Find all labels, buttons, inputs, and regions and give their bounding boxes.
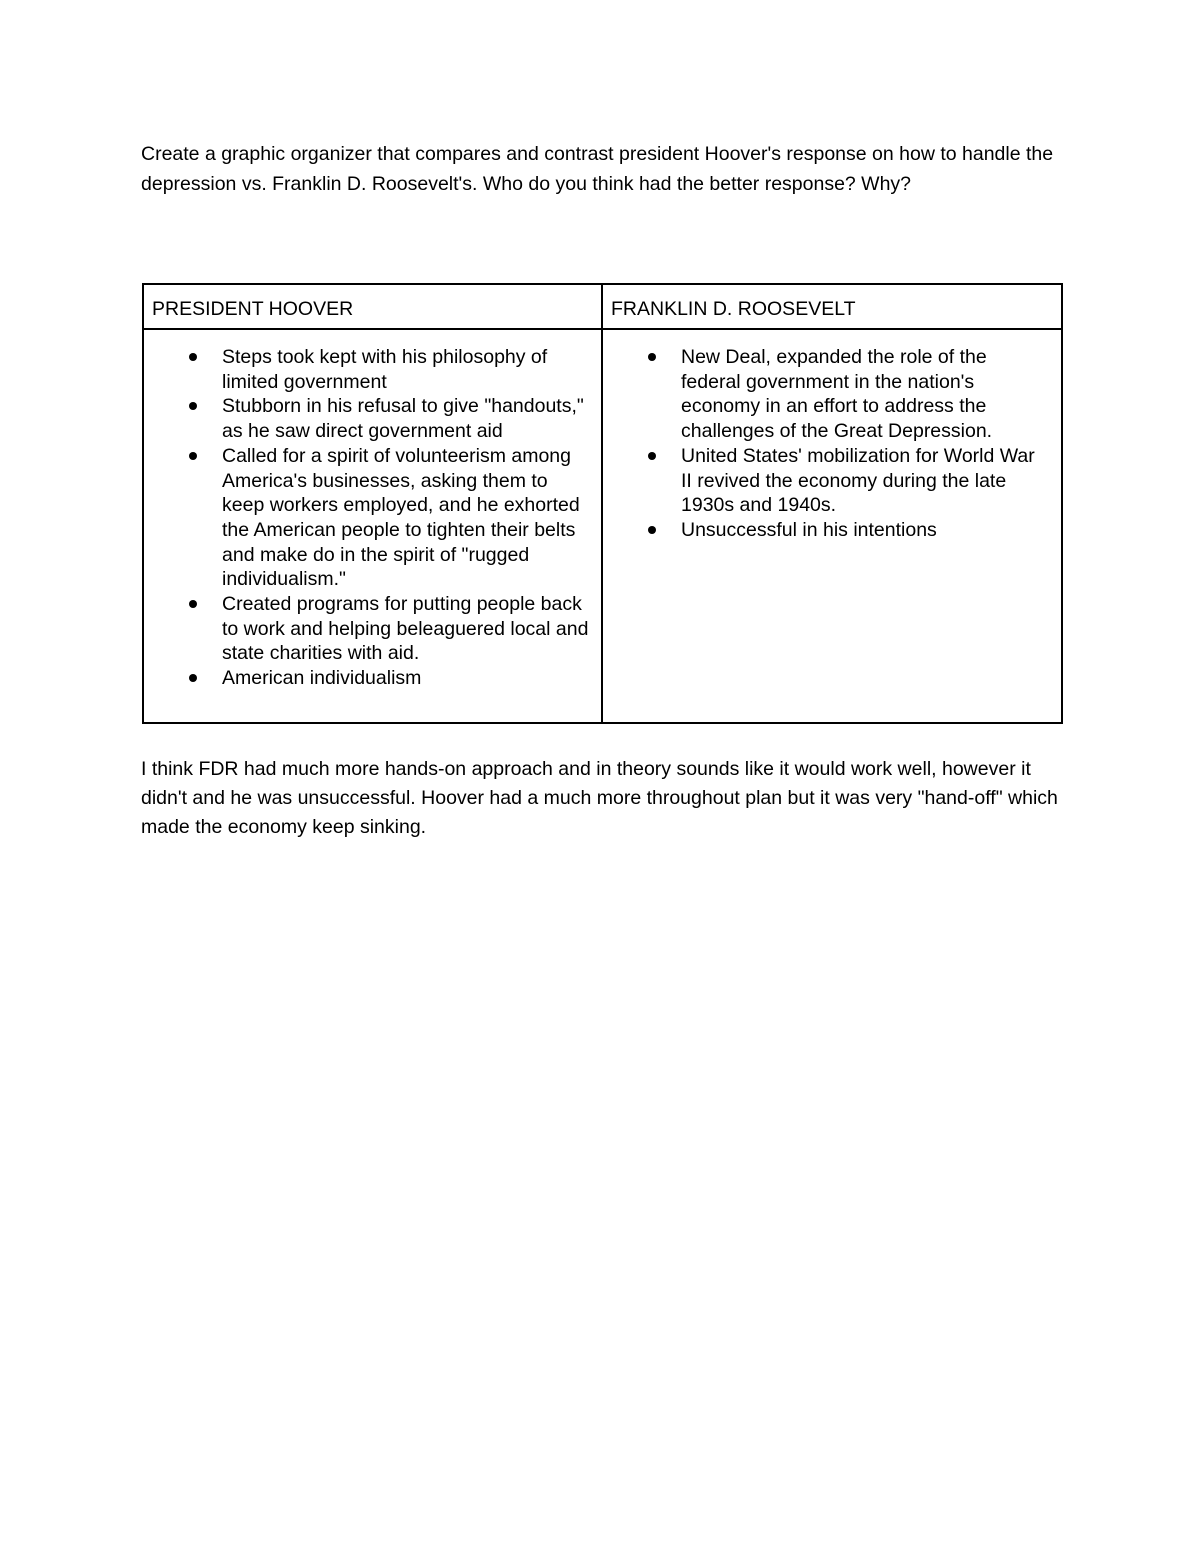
bullet-icon [189,600,197,608]
list-item [222,592,591,666]
bullet-icon [648,526,656,534]
bullet-icon [189,452,197,460]
header-franklin-roosevelt: FRANKLIN D. ROOSEVELT [602,284,1062,329]
list-item-text: United States' mobilization for World War II revived the economy during the late 1930s and 1940s. [681,444,1035,517]
bullet-icon [648,452,656,460]
list-item-text: Called for a spirit of volunteerism among America's businesses, asking them to keep workers employed, and he exhorted the American people to tighten their belts and make do in the spirit of "rugged individualism." [222,444,580,591]
list-item-text: New Deal, expanded the role of the federal government in the nation's economy in an effort to address the challenges of the Great Depression. [681,346,993,443]
list-item [222,444,591,592]
roosevelt-points-list [603,345,1051,543]
header-president-hoover: PRESIDENT HOOVER [143,284,602,329]
list-item-text: Unsuccessful in his intentions [681,518,937,541]
hoover-points-list [144,345,591,691]
list-item [681,345,1051,444]
bullet-icon [648,353,656,361]
list-item [222,394,591,443]
list-item-text: American individualism [222,667,422,690]
roosevelt-cell [602,329,1062,723]
assignment-prompt: Create a graphic organizer that compares and contrast president Hoover's response on how to handle the depression vs. Franklin D. Roosevelt's. Who do you think had the better response? Why? [141,143,1054,195]
list-item-text: Steps took kept with his philosophy of limited government [222,346,548,393]
table-body-row [143,329,1062,723]
list-item [222,666,591,691]
table-header-row [143,284,1062,329]
hoover-cell [143,329,602,723]
bullet-icon [189,353,197,361]
list-item [681,444,1051,518]
list-item [681,518,1051,543]
list-item [222,345,591,394]
list-item-text: Created programs for putting people back to work and helping beleaguered local and state charities with aid. [222,593,589,665]
graphic-organizer-table [142,283,1063,724]
bullet-icon [189,674,197,682]
list-item-text: Stubborn in his refusal to give "handouts," as he saw direct government aid [222,395,584,443]
bullet-icon [189,402,197,410]
student-answer: I think FDR had much more hands-on approach and in theory sounds like it would work well, however it didn't and he was unsuccessful. Hoover had a much more throughout plan but it was very "hand-off" which made the economy keep sinking. [141,758,1058,838]
